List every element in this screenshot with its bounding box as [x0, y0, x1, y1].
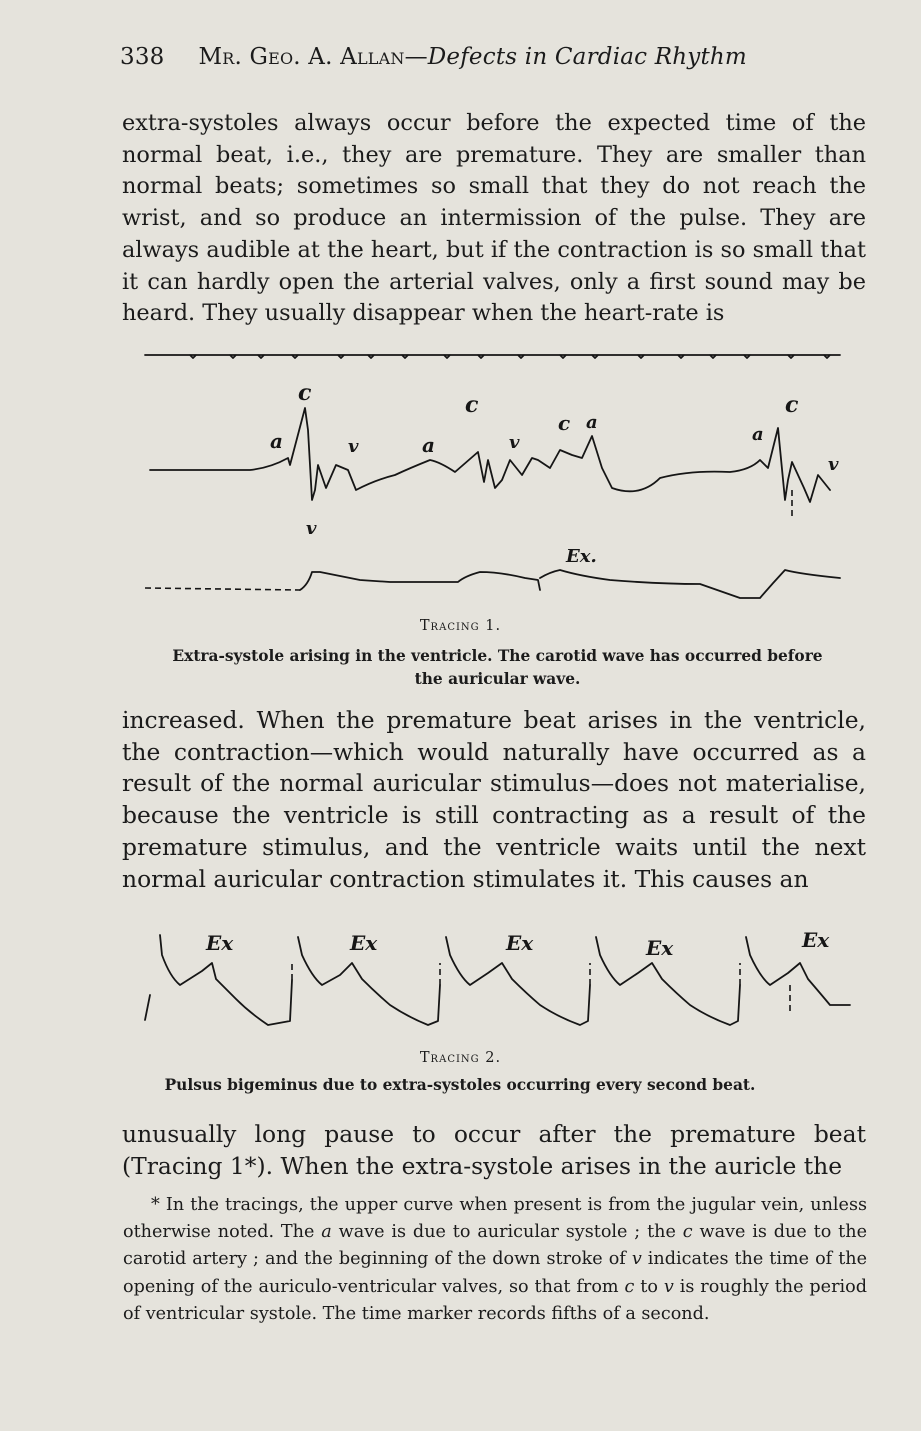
footnote-text-6: is roughly the period of ventricular systole. The time marker records fifths of a second.: [123, 1276, 867, 1324]
tracing-2-caption: Pulsus bigeminus due to extra-systoles occurring every second beat.: [164, 1076, 756, 1094]
carotid-tracing: [300, 570, 840, 598]
mark-v-4: v: [306, 518, 317, 539]
running-head: [120, 44, 780, 70]
footnote-text-4: indicates the time of the opening of the auriculo-ventricular valves, so that from: [123, 1249, 868, 1297]
tracing-1-figure: [140, 340, 860, 615]
mark-v-2: v: [509, 432, 520, 453]
footnote-v1: v: [631, 1249, 642, 1270]
header-separator: —: [404, 44, 428, 70]
footnote-c1: c: [682, 1222, 693, 1243]
mark-ex-3: Ex: [506, 931, 534, 955]
time-marker-line: [145, 355, 840, 358]
footnote-text-3: wave is due to the carotid artery ; and the beginning of the down stroke of: [123, 1222, 867, 1270]
mark-ex-5: Ex: [802, 928, 830, 952]
footnote-marker: *: [151, 1195, 160, 1215]
chapter-title: Defects in Cardiac Rhythm: [427, 44, 747, 70]
mark-ex: Ex.: [566, 546, 597, 567]
paragraph-3: unusually long pause to occur after the premature beat (Tracing 1*). When the extra-systole arises in the auricle the: [122, 1120, 866, 1180]
page-number: 338: [120, 44, 165, 70]
mark-c-2: c: [465, 392, 479, 418]
tracing-1-caption: Extra-systole arising in the ventricle. The carotid wave has occurred before the auricular wave.: [172, 647, 823, 688]
jugular-tracing: [150, 408, 830, 502]
mark-a-3: a: [586, 412, 598, 433]
footnote-v2: v: [663, 1276, 674, 1297]
mark-c-3: c: [558, 411, 571, 435]
mark-ex-4: Ex: [646, 936, 674, 960]
carotid-tracing-dashed: [145, 588, 300, 590]
mark-v-3: v: [828, 454, 839, 475]
footnote-c2: c: [624, 1276, 635, 1297]
author-name: Mr. Geo. A. Allan: [198, 44, 405, 70]
footnote-text-5: to: [634, 1276, 664, 1297]
mark-a-1: a: [270, 429, 283, 453]
mark-c-1: c: [298, 380, 312, 406]
footnote-a: a: [321, 1222, 332, 1243]
tracing-1-svg: [140, 340, 860, 615]
mark-a-2: a: [422, 433, 435, 457]
mark-c-4: c: [785, 392, 799, 418]
footnote-text-2: wave is due to auricular systole ; the: [331, 1222, 683, 1243]
tracing-2-svg: [140, 925, 860, 1045]
tracing-2-figure: [140, 925, 860, 1045]
mark-ex-1: Ex: [206, 931, 234, 955]
tracing-2-label: Tracing 2.: [419, 1050, 502, 1066]
mark-ex-2: Ex: [350, 931, 378, 955]
paragraph-2: increased. When the premature beat arises in the ventricle, the contraction—which would naturally have occurred as a result of the normal auricular stimulus—does not materialise, because the ventricle is still contracting as a result of the premature stimulus, and the ventricle waits until the next normal auricular contraction stimulates it. This causes an: [122, 706, 866, 893]
mark-a-4: a: [752, 424, 764, 445]
pulse-tracing: [145, 935, 850, 1025]
footnote: [123, 1192, 867, 1328]
mark-v-1: v: [348, 436, 359, 457]
pulse-tracing-dashed: [292, 960, 790, 1015]
paragraph-1: extra-systoles always occur before the expected time of the normal beat, i.e., they are premature. They are smaller than normal beats; sometimes so small that they do not reach the wrist, and so produce an intermission of the pulse. They are always audible at the heart, but if the contraction is so small that it can hardly open the arterial valves, only a first sound may be heard. They usually disappear when the heart-rate is: [122, 110, 866, 327]
footnote-text-1: In the tracings, the upper curve when present is from the jugular vein, unless otherwise noted. The: [123, 1195, 868, 1243]
tracing-1-label: Tracing 1.: [419, 618, 502, 634]
